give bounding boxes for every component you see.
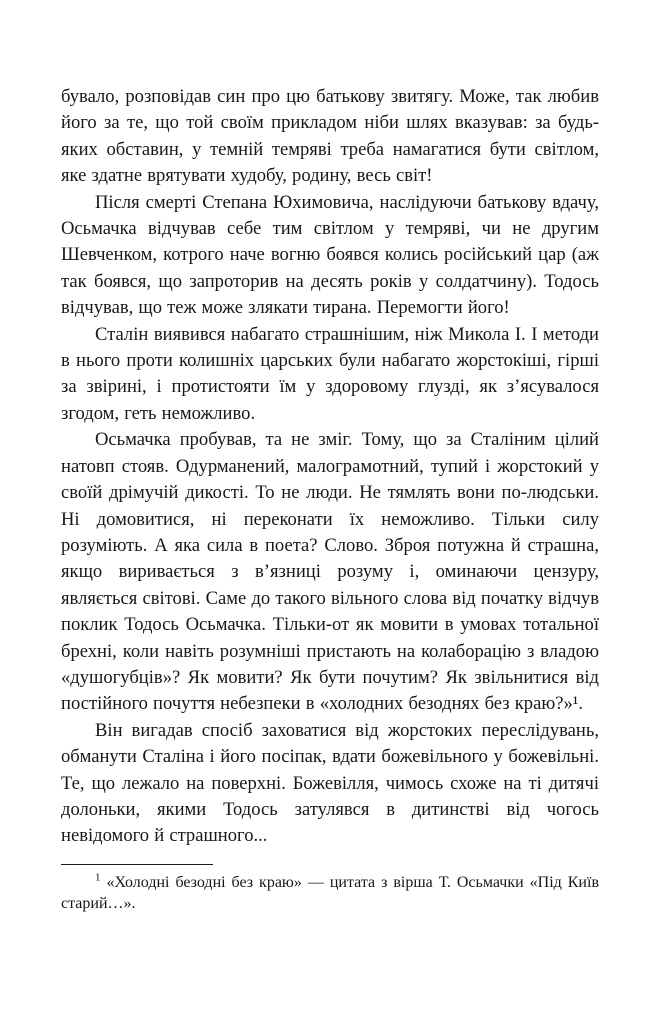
footnote-section bbox=[61, 864, 599, 915]
body-text bbox=[61, 84, 599, 850]
paragraph: Після смерті Степана Юхимовича, наслідуючи батькову вдачу, Осьмачка відчував себе тим світлом у темряві, чи не другим Шевченком, котрого наче вогню боявся колись російський цар (аж так боявся, що запроторив на десять років у солдатчину). Тодось відчував, що теж може злякати тирана. Перемогти його! bbox=[61, 191, 599, 319]
footnote-body: «Холодні безодні без краю» — цитата з вірша Т. Осьмачки «Під Київ старий…». bbox=[61, 873, 599, 913]
footnote-marker: 1 bbox=[95, 871, 101, 884]
footnote-divider bbox=[61, 864, 213, 865]
paragraph: бувало, розповідав син про цю батькову звитягу. Може, так любив його за те, що той своїм прикладом ніби шлях вказував: за будь-яких обставин, у темній темряві треба намагатися бути світлом, яке здатне врятувати худобу, родину, весь світ! bbox=[61, 86, 599, 187]
paragraph: Він вигадав спосіб заховатися від жорстоких переслідувань, обманути Сталіна і його посіпак, вдати божевільного у божевільні. Те, що лежало на поверхні. Божевілля, чимось схоже на ті дитячі долоньки, якими Тодось затулявся в дитинстві від чогось невідомого й страшного... bbox=[61, 719, 599, 847]
footnote-text bbox=[61, 872, 599, 915]
paragraph: Сталін виявився набагато страшнішим, ніж Микола І. І методи в нього проти колишніх царських були набагато жорстокіші, гірші за звірині, і протистояти їм у здоровому глузді, як з’ясувалося згодом, геть неможливо. bbox=[61, 323, 599, 424]
paragraph: Осьмачка пробував, та не зміг. Тому, що за Сталіним цілий натовп стояв. Одурманений, малограмотний, тупий і жорстокий у своїй дрімучій дикості. То не люди. Не тямлять вони по-людськи. Ні домовитися, ні переконати їх неможливо. Тільки силу розуміють. А яка сила в поета? Слово. Зброя потужна й страшна, якщо виривається з в’язниці розуму і, оминаючи цензуру, являється світові. Саме до такого вільного слова від початку відчув поклик Тодось Осьмачка. Тільки-от як мовити в умовах тотальної брехні, коли навіть розумніші пристають на колаборацію з владою «душогубців»? Як мовити? Як бути почутим? Як звільнитися від постійного почуття небезпеки в «холодних безоднях без краю?»¹. bbox=[61, 429, 599, 715]
